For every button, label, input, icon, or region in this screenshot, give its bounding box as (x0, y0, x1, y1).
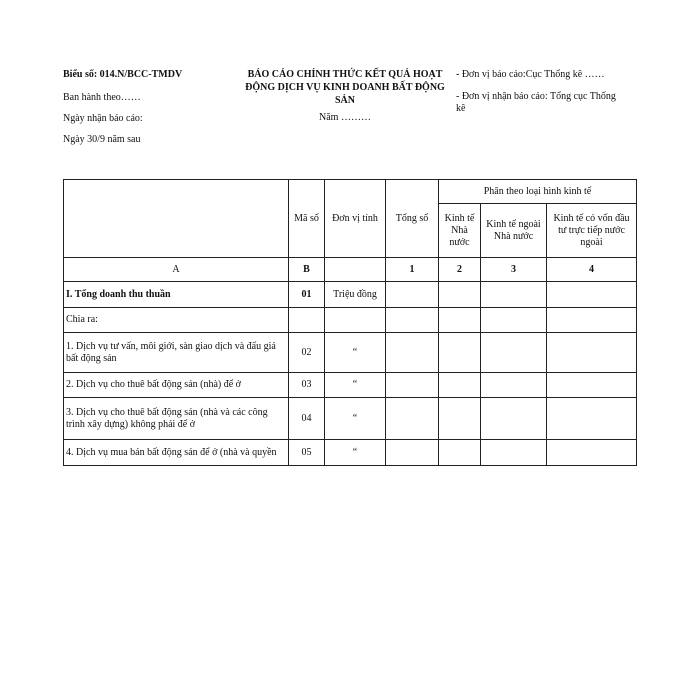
table-row (64, 282, 637, 308)
row-label: 3. Dịch vụ cho thuê bất động sản (nhà và các công trình xây dựng) không phải để ở (64, 398, 289, 440)
index-cell (325, 258, 386, 282)
row-label: 4. Dịch vụ mua bán bất động sản để ở (nhà và quyền (64, 440, 289, 466)
report-year: Năm ……… (319, 112, 371, 123)
header-state: Kinh tế Nhà nước (439, 204, 481, 258)
issued-by: Ban hành theo…… (63, 92, 141, 103)
row-unit: “ (325, 333, 386, 373)
table-row (64, 308, 637, 333)
index-row (64, 258, 637, 282)
receive-date-value: Ngày 30/9 năm sau (63, 134, 141, 145)
row-label: 1. Dịch vụ tư vấn, môi giới, sàn giao dịch và đấu giá bất động sản (64, 333, 289, 373)
table-row (64, 398, 637, 440)
row-label: Chia ra: (64, 308, 289, 333)
header-row-1 (64, 180, 637, 204)
table-row (64, 373, 637, 398)
row-unit: “ (325, 398, 386, 440)
row-code (289, 308, 325, 333)
header-unit: Đơn vị tính (325, 180, 386, 258)
reporting-unit: - Đơn vị báo cáo:Cục Thống kê …… (456, 69, 605, 80)
row-code: 04 (289, 398, 325, 440)
header-group: Phân theo loại hình kinh tế (439, 180, 637, 204)
row-unit: “ (325, 373, 386, 398)
report-title-line2: ĐỘNG DỊCH VỤ KINH DOANH BẤT ĐỘNG (245, 82, 445, 93)
index-cell: B (289, 258, 325, 282)
row-code: 03 (289, 373, 325, 398)
index-cell: 1 (386, 258, 439, 282)
row-unit: “ (325, 440, 386, 466)
row-label: I. Tổng doanh thu thuần (64, 282, 289, 308)
row-code: 05 (289, 440, 325, 466)
table-row (64, 440, 637, 466)
report-title-line3: SẢN (334, 95, 355, 106)
header-non-state: Kinh tế ngoài Nhà nước (481, 204, 547, 258)
form-number: Biểu số: 014.N/BCC-TMDV (63, 69, 183, 80)
header-fdi: Kinh tế có vốn đầu tư trực tiếp nước ngoài (547, 204, 637, 258)
index-cell: 3 (481, 258, 547, 282)
receive-date-label: Ngày nhận báo cáo: (63, 113, 143, 124)
report-table (63, 179, 637, 466)
row-label: 2. Dịch vụ cho thuê bất động sản (nhà) để ở (64, 373, 289, 398)
index-cell: 2 (439, 258, 481, 282)
header-code: Mã số (289, 180, 325, 258)
index-cell: 4 (547, 258, 637, 282)
row-code: 02 (289, 333, 325, 373)
row-unit (325, 308, 386, 333)
header-blank-cell (64, 180, 289, 258)
receiving-unit-line2: kê (456, 103, 466, 114)
row-unit: Triệu đồng (325, 282, 386, 308)
receiving-unit-line1: - Đơn vị nhận báo cáo: Tổng cục Thống (456, 91, 616, 102)
index-cell: A (64, 258, 289, 282)
row-code: 01 (289, 282, 325, 308)
header-total: Tổng số (386, 180, 439, 258)
report-title-line1: BÁO CÁO CHÍNH THỨC KẾT QUẢ HOẠT (247, 69, 443, 80)
table-row (64, 333, 637, 373)
